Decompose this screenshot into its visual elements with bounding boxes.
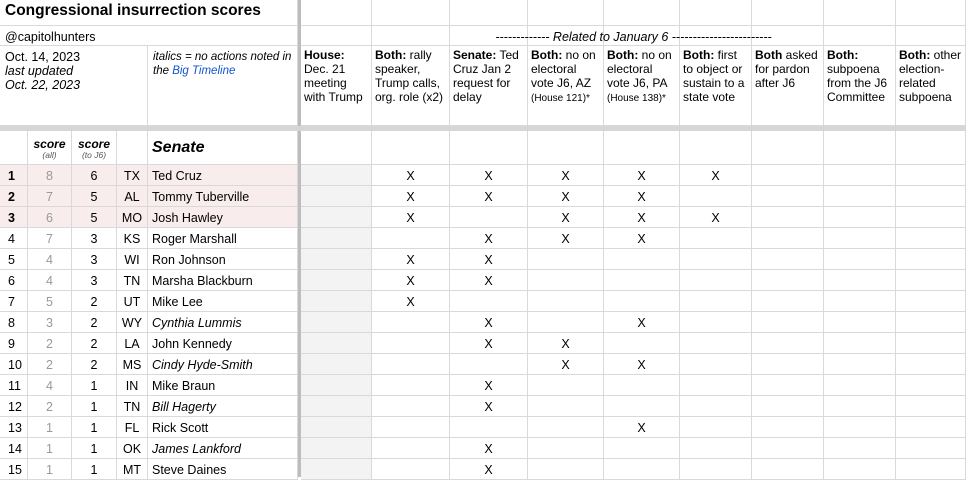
mark-cell[interactable] — [301, 186, 372, 207]
score-j6-cell[interactable]: 5 — [72, 207, 117, 228]
score-all-cell[interactable]: 7 — [28, 228, 72, 249]
mark-cell[interactable] — [896, 270, 966, 291]
mark-cell[interactable] — [372, 354, 450, 375]
senator-name-cell[interactable]: Cynthia Lummis — [148, 312, 298, 333]
mark-cell[interactable] — [301, 207, 372, 228]
mark-cell[interactable]: X — [450, 270, 528, 291]
mark-cell[interactable] — [450, 207, 528, 228]
column-header-text: Dec. 21 meeting with Trump — [304, 62, 363, 104]
mark-cell[interactable] — [896, 186, 966, 207]
score-j6-cell[interactable]: 3 — [72, 249, 117, 270]
mark-cell[interactable] — [752, 207, 824, 228]
mark-cell[interactable]: X — [450, 228, 528, 249]
mark-cell[interactable] — [604, 333, 680, 354]
mark-cell[interactable]: X — [680, 207, 752, 228]
mark-cell[interactable]: X — [450, 396, 528, 417]
score-j6-sub: (to J6) — [81, 150, 107, 160]
mark-cell[interactable]: X — [528, 207, 604, 228]
mark-cell[interactable] — [752, 375, 824, 396]
senator-name-cell[interactable]: Bill Hagerty — [148, 396, 298, 417]
state-cell[interactable]: IN — [117, 375, 148, 396]
rank-cell[interactable]: 9 — [0, 333, 28, 354]
mark-cell[interactable] — [680, 417, 752, 438]
empty-cell[interactable] — [824, 131, 896, 165]
state-cell[interactable]: OK — [117, 438, 148, 459]
senator-name-cell[interactable]: Rick Scott — [148, 417, 298, 438]
column-header-text: Ted Cruz Jan 2 request for delay — [453, 48, 519, 104]
mark-cell[interactable] — [372, 333, 450, 354]
rank-cell[interactable]: 5 — [0, 249, 28, 270]
score-all-cell[interactable]: 4 — [28, 375, 72, 396]
column-header-text: no on electoral vote J6, AZ — [531, 48, 596, 90]
score-all-cell[interactable]: 2 — [28, 396, 72, 417]
mark-cell[interactable]: X — [604, 186, 680, 207]
mark-cell[interactable] — [528, 396, 604, 417]
column-header-text: other election-related subpoena — [899, 48, 962, 104]
mark-cell[interactable] — [604, 291, 680, 312]
mark-cell[interactable]: X — [372, 207, 450, 228]
mark-cell[interactable] — [301, 165, 372, 186]
empty-cell[interactable] — [680, 0, 752, 26]
senator-name-cell[interactable]: Ron Johnson — [148, 249, 298, 270]
mark-cell[interactable]: X — [528, 228, 604, 249]
score-j6-cell[interactable]: 1 — [72, 438, 117, 459]
mark-cell[interactable] — [301, 249, 372, 270]
mark-cell[interactable] — [896, 396, 966, 417]
mark-cell[interactable]: X — [528, 186, 604, 207]
mark-cell[interactable]: X — [604, 207, 680, 228]
mark-cell[interactable] — [301, 312, 372, 333]
mark-cell[interactable] — [450, 417, 528, 438]
mark-cell[interactable] — [528, 438, 604, 459]
senator-name-cell[interactable]: Steve Daines — [148, 459, 298, 480]
related-banner: ------------- Related to January 6 ------------------------ — [495, 30, 772, 44]
mark-cell[interactable]: X — [528, 333, 604, 354]
rank-cell[interactable]: 15 — [0, 459, 28, 480]
mark-cell[interactable] — [372, 417, 450, 438]
mark-cell[interactable] — [528, 417, 604, 438]
mark-cell[interactable] — [896, 354, 966, 375]
mark-cell[interactable] — [604, 249, 680, 270]
empty-cell[interactable] — [752, 0, 824, 26]
mark-cell[interactable] — [752, 333, 824, 354]
score-all-label: score — [33, 137, 66, 151]
rank-cell[interactable]: 11 — [0, 375, 28, 396]
state-cell[interactable]: WI — [117, 249, 148, 270]
empty-cell[interactable] — [372, 131, 450, 165]
mark-cell[interactable] — [301, 354, 372, 375]
mark-cell[interactable] — [896, 165, 966, 186]
senator-name-cell[interactable]: James Lankford — [148, 438, 298, 459]
mark-cell[interactable] — [824, 186, 896, 207]
state-cell[interactable]: AL — [117, 186, 148, 207]
mark-cell[interactable] — [372, 228, 450, 249]
mark-cell[interactable]: X — [450, 459, 528, 480]
empty-cell[interactable] — [301, 131, 372, 165]
mark-cell[interactable]: X — [450, 249, 528, 270]
mark-cell[interactable]: X — [450, 165, 528, 186]
score-all-cell[interactable]: 4 — [28, 270, 72, 291]
mark-cell[interactable] — [528, 249, 604, 270]
senator-name-cell[interactable]: Roger Marshall — [148, 228, 298, 249]
mark-cell[interactable] — [896, 417, 966, 438]
section-label-senate[interactable]: Senate — [148, 131, 298, 165]
score-all-cell[interactable]: 2 — [28, 354, 72, 375]
mark-cell[interactable] — [752, 396, 824, 417]
empty-cell[interactable] — [604, 131, 680, 165]
empty-cell[interactable] — [301, 0, 372, 26]
column-header-4[interactable] — [528, 46, 604, 126]
column-header-9[interactable] — [896, 46, 966, 126]
column-header-scope: House: — [304, 48, 345, 62]
mark-cell[interactable] — [301, 291, 372, 312]
score-j6-cell[interactable]: 5 — [72, 186, 117, 207]
empty-cell[interactable] — [752, 131, 824, 165]
mark-cell[interactable] — [301, 333, 372, 354]
mark-cell[interactable] — [372, 396, 450, 417]
column-header-5[interactable] — [604, 46, 680, 126]
mark-cell[interactable]: X — [450, 375, 528, 396]
rank-cell[interactable]: 12 — [0, 396, 28, 417]
score-j6-cell[interactable]: 3 — [72, 270, 117, 291]
rank-cell[interactable]: 8 — [0, 312, 28, 333]
column-header-text: first to object or sustain to a state vote — [683, 48, 745, 104]
mark-cell[interactable]: X — [372, 165, 450, 186]
score-all-cell[interactable]: 2 — [28, 333, 72, 354]
frozen-column-divider[interactable] — [298, 0, 301, 477]
date-created: Oct. 14, 2023 — [5, 50, 81, 64]
score-j6-header[interactable] — [72, 131, 117, 165]
mark-cell[interactable]: X — [528, 165, 604, 186]
mark-cell[interactable]: X — [450, 312, 528, 333]
rank-cell[interactable]: 1 — [0, 165, 28, 186]
state-cell[interactable]: MT — [117, 459, 148, 480]
empty-cell[interactable] — [372, 0, 450, 26]
mark-cell[interactable]: X — [604, 165, 680, 186]
senator-name-cell[interactable]: Josh Hawley — [148, 207, 298, 228]
score-all-cell[interactable]: 6 — [28, 207, 72, 228]
empty-cell[interactable] — [680, 131, 752, 165]
score-j6-cell[interactable]: 2 — [72, 354, 117, 375]
score-all-cell[interactable]: 8 — [28, 165, 72, 186]
mark-cell[interactable] — [752, 438, 824, 459]
mark-cell[interactable] — [752, 186, 824, 207]
mark-cell[interactable] — [824, 333, 896, 354]
empty-cell[interactable] — [450, 131, 528, 165]
sheet-title[interactable]: Congressional insurrection scores — [0, 0, 298, 26]
rank-cell[interactable]: 13 — [0, 417, 28, 438]
empty-cell[interactable] — [528, 0, 604, 26]
dates-cell[interactable] — [0, 46, 148, 126]
column-header-3[interactable] — [450, 46, 528, 126]
mark-cell[interactable] — [528, 312, 604, 333]
state-cell[interactable]: MO — [117, 207, 148, 228]
mark-cell[interactable] — [680, 354, 752, 375]
mark-cell[interactable] — [896, 291, 966, 312]
column-header-text: no on electoral vote J6, PA — [607, 48, 672, 90]
senator-name-cell[interactable]: Ted Cruz — [148, 165, 298, 186]
state-header[interactable] — [117, 131, 148, 165]
column-header-scope: Both — [755, 48, 783, 62]
mark-cell[interactable] — [824, 354, 896, 375]
rank-cell[interactable]: 2 — [0, 186, 28, 207]
score-j6-cell[interactable]: 2 — [72, 291, 117, 312]
empty-cell[interactable] — [896, 131, 966, 165]
mark-cell[interactable] — [372, 375, 450, 396]
mark-cell[interactable] — [896, 228, 966, 249]
score-j6-label: score — [77, 137, 111, 151]
mark-cell[interactable] — [301, 375, 372, 396]
column-header-scope: Both: — [375, 48, 407, 62]
column-header-2[interactable] — [372, 46, 450, 126]
mark-cell[interactable]: X — [604, 228, 680, 249]
mark-cell[interactable] — [824, 249, 896, 270]
senator-name-cell[interactable]: John Kennedy — [148, 333, 298, 354]
mark-cell[interactable] — [301, 438, 372, 459]
mark-cell[interactable] — [528, 270, 604, 291]
mark-cell[interactable] — [824, 207, 896, 228]
state-cell[interactable]: MS — [117, 354, 148, 375]
mark-cell[interactable] — [680, 228, 752, 249]
column-header-1[interactable] — [301, 46, 372, 126]
mark-cell[interactable] — [680, 186, 752, 207]
rank-cell[interactable]: 10 — [0, 354, 28, 375]
mark-cell[interactable] — [752, 228, 824, 249]
rank-header[interactable] — [0, 131, 28, 165]
mark-cell[interactable] — [680, 375, 752, 396]
last-updated-label: last updated — [5, 64, 74, 78]
score-all-cell[interactable]: 4 — [28, 249, 72, 270]
column-header-scope: Both: — [899, 48, 931, 62]
mark-cell[interactable] — [604, 438, 680, 459]
mark-cell[interactable] — [752, 354, 824, 375]
mark-cell[interactable] — [450, 291, 528, 312]
mark-cell[interactable] — [450, 354, 528, 375]
state-cell[interactable]: TN — [117, 270, 148, 291]
score-j6-cell[interactable]: 3 — [72, 228, 117, 249]
mark-cell[interactable] — [604, 396, 680, 417]
mark-cell[interactable] — [896, 249, 966, 270]
empty-cell[interactable] — [450, 0, 528, 26]
column-header-scope: Both: — [607, 48, 639, 62]
mark-cell[interactable]: X — [450, 438, 528, 459]
mark-cell[interactable] — [680, 396, 752, 417]
column-header-6[interactable] — [680, 46, 752, 126]
column-header-note: (House 121)* — [531, 93, 590, 104]
mark-cell[interactable]: X — [372, 186, 450, 207]
handle-cell[interactable]: @capitolhunters — [0, 26, 298, 46]
state-cell[interactable]: FL — [117, 417, 148, 438]
mark-cell[interactable]: X — [450, 186, 528, 207]
score-j6-cell[interactable]: 1 — [72, 459, 117, 480]
column-header-scope: Senate: — [453, 48, 497, 62]
mark-cell[interactable] — [752, 417, 824, 438]
mark-cell[interactable] — [680, 312, 752, 333]
mark-cell[interactable]: X — [604, 354, 680, 375]
mark-cell[interactable] — [680, 333, 752, 354]
column-header-scope: Both: — [827, 48, 859, 62]
mark-cell[interactable] — [604, 270, 680, 291]
frozen-row-divider[interactable] — [0, 126, 966, 131]
mark-cell[interactable] — [680, 249, 752, 270]
score-all-cell[interactable]: 1 — [28, 417, 72, 438]
score-all-cell[interactable]: 1 — [28, 459, 72, 480]
mark-cell[interactable] — [896, 375, 966, 396]
score-j6-cell[interactable]: 1 — [72, 396, 117, 417]
empty-cell[interactable] — [896, 0, 966, 26]
senator-name-cell[interactable]: Mike Braun — [148, 375, 298, 396]
mark-cell[interactable] — [752, 165, 824, 186]
mark-cell[interactable] — [896, 438, 966, 459]
score-all-sub: (all) — [42, 150, 57, 160]
mark-cell[interactable] — [752, 270, 824, 291]
mark-cell[interactable] — [372, 312, 450, 333]
empty-cell[interactable] — [528, 131, 604, 165]
mark-cell[interactable] — [824, 375, 896, 396]
mark-cell[interactable] — [680, 438, 752, 459]
mark-cell[interactable] — [896, 333, 966, 354]
last-updated-date: Oct. 22, 2023 — [5, 78, 81, 92]
score-all-cell[interactable]: 5 — [28, 291, 72, 312]
mark-cell[interactable]: X — [450, 333, 528, 354]
column-header-note: (House 138)* — [607, 93, 666, 104]
mark-cell[interactable] — [824, 417, 896, 438]
state-cell[interactable]: TX — [117, 165, 148, 186]
column-header-text: subpoena from the J6 Committee — [827, 62, 888, 104]
italics-note[interactable] — [148, 46, 298, 126]
score-j6-cell[interactable]: 6 — [72, 165, 117, 186]
mark-cell[interactable]: X — [604, 312, 680, 333]
mark-cell[interactable] — [301, 396, 372, 417]
column-header-text: rally speaker, Trump calls, org. role (x2) — [375, 48, 444, 104]
senator-name-cell[interactable]: Marsha Blackburn — [148, 270, 298, 291]
state-cell[interactable]: LA — [117, 333, 148, 354]
mark-cell[interactable]: X — [604, 417, 680, 438]
mark-cell[interactable]: X — [372, 249, 450, 270]
senator-name-cell[interactable]: Cindy Hyde-Smith — [148, 354, 298, 375]
mark-cell[interactable]: X — [372, 291, 450, 312]
mark-cell[interactable] — [824, 438, 896, 459]
empty-cell[interactable] — [604, 0, 680, 26]
mark-cell[interactable] — [752, 312, 824, 333]
rank-cell[interactable]: 7 — [0, 291, 28, 312]
mark-cell[interactable] — [824, 228, 896, 249]
mark-cell[interactable] — [680, 270, 752, 291]
score-j6-cell[interactable]: 1 — [72, 417, 117, 438]
score-all-cell[interactable]: 7 — [28, 186, 72, 207]
column-header-scope: Both: — [683, 48, 715, 62]
score-j6-cell[interactable]: 2 — [72, 312, 117, 333]
state-cell[interactable]: TN — [117, 396, 148, 417]
column-header-scope: Both: — [531, 48, 563, 62]
mark-cell[interactable] — [301, 228, 372, 249]
mark-cell[interactable] — [680, 291, 752, 312]
rank-cell[interactable]: 14 — [0, 438, 28, 459]
state-cell[interactable]: KS — [117, 228, 148, 249]
mark-cell[interactable] — [896, 207, 966, 228]
column-header-8[interactable] — [824, 46, 896, 126]
score-all-cell[interactable]: 1 — [28, 438, 72, 459]
score-all-header[interactable] — [28, 131, 72, 165]
mark-cell[interactable] — [752, 249, 824, 270]
column-header-7[interactable] — [752, 46, 824, 126]
mark-cell[interactable] — [824, 396, 896, 417]
mark-cell[interactable]: X — [528, 354, 604, 375]
rank-cell[interactable]: 6 — [0, 270, 28, 291]
mark-cell[interactable] — [896, 312, 966, 333]
score-j6-cell[interactable]: 1 — [72, 375, 117, 396]
mark-cell[interactable] — [824, 291, 896, 312]
mark-cell[interactable] — [604, 375, 680, 396]
rank-cell[interactable]: 3 — [0, 207, 28, 228]
italics-note-text: italics = no actions noted in the — [153, 51, 292, 77]
state-cell[interactable]: UT — [117, 291, 148, 312]
mark-cell[interactable] — [528, 291, 604, 312]
mark-cell[interactable] — [301, 417, 372, 438]
mark-cell[interactable]: X — [680, 165, 752, 186]
senator-name-cell[interactable]: Mike Lee — [148, 291, 298, 312]
mark-cell[interactable]: X — [372, 270, 450, 291]
score-j6-cell[interactable]: 2 — [72, 333, 117, 354]
mark-cell[interactable] — [301, 270, 372, 291]
big-timeline-link[interactable]: Big Timeline — [172, 65, 236, 77]
score-all-cell[interactable]: 3 — [28, 312, 72, 333]
column-header-text: asked for pardon after J6 — [755, 48, 818, 90]
mark-cell[interactable] — [528, 375, 604, 396]
senator-name-cell[interactable]: Tommy Tuberville — [148, 186, 298, 207]
state-cell[interactable]: WY — [117, 312, 148, 333]
empty-cell[interactable] — [824, 0, 896, 26]
mark-cell[interactable] — [752, 291, 824, 312]
mark-cell[interactable] — [372, 438, 450, 459]
rank-cell[interactable]: 4 — [0, 228, 28, 249]
mark-cell[interactable] — [824, 165, 896, 186]
mark-cell[interactable] — [824, 312, 896, 333]
mark-cell[interactable] — [824, 270, 896, 291]
